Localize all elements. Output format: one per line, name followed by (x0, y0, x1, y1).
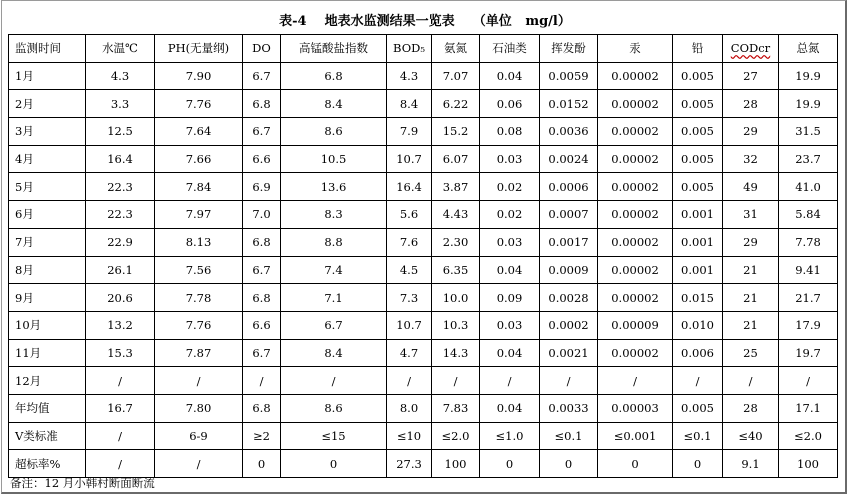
table-cell: 0.00002 (598, 145, 673, 173)
table-cell: / (281, 367, 387, 395)
table-cell: 7.6 (387, 228, 432, 256)
table-cell: 0.0006 (540, 173, 598, 201)
table-cell: 12.5 (86, 118, 155, 146)
table-cell: 16.4 (86, 145, 155, 173)
table-cell: 0.0152 (540, 90, 598, 118)
column-header: BOD₅ (387, 35, 432, 63)
table-cell: 6.7 (243, 256, 281, 284)
table-cell: 6.8 (243, 90, 281, 118)
table-cell: 0.02 (480, 201, 540, 229)
table-cell: ≤0.1 (673, 422, 723, 450)
table-cell: 6.7 (281, 311, 387, 339)
table-cell: 0.06 (480, 90, 540, 118)
table-cell: 8.0 (387, 394, 432, 422)
table-cell: 0.0024 (540, 145, 598, 173)
table-cell: 0.00002 (598, 284, 673, 312)
column-header: 总氮 (779, 35, 838, 63)
table-cell: 0.00002 (598, 201, 673, 229)
column-header: PH(无量纲) (155, 35, 243, 63)
table-cell: 7.97 (155, 201, 243, 229)
table-cell: 0.0028 (540, 284, 598, 312)
table-cell: 8.4 (281, 339, 387, 367)
column-header: 高锰酸盐指数 (281, 35, 387, 63)
table-cell: 0.0033 (540, 394, 598, 422)
row-label: 6月 (9, 201, 86, 229)
table-cell: / (155, 450, 243, 478)
table-cell: 7.9 (387, 118, 432, 146)
row-label: 8月 (9, 256, 86, 284)
table-cell: 25 (723, 339, 779, 367)
table-cell: 6.07 (432, 145, 480, 173)
table-cell: 9.1 (723, 450, 779, 478)
table-cell: 27 (723, 62, 779, 90)
table-cell: 8.4 (281, 90, 387, 118)
table-cell: 6.8 (243, 394, 281, 422)
table-cell: 0.015 (673, 284, 723, 312)
table-cell: 23.7 (779, 145, 838, 173)
table-cell: ≤1.0 (480, 422, 540, 450)
table-cell: / (243, 367, 281, 395)
table-cell: 21 (723, 311, 779, 339)
table-cell: 15.3 (86, 339, 155, 367)
table-cell: 0.09 (480, 284, 540, 312)
table-cell: 0.005 (673, 62, 723, 90)
table-cell: 16.7 (86, 394, 155, 422)
row-label: 5月 (9, 173, 86, 201)
table-cell: 7.80 (155, 394, 243, 422)
table-cell: ≤15 (281, 422, 387, 450)
table-row (9, 118, 838, 146)
table-cell: / (387, 367, 432, 395)
row-label: Ⅴ类标准 (9, 422, 86, 450)
table-cell: 3.3 (86, 90, 155, 118)
table-cell: 0 (243, 450, 281, 478)
table-cell: 0.005 (673, 173, 723, 201)
row-label: 超标率% (9, 450, 86, 478)
row-label: 3月 (9, 118, 86, 146)
table-cell: 28 (723, 394, 779, 422)
row-label: 7月 (9, 228, 86, 256)
row-label: 9月 (9, 284, 86, 312)
table-cell: 17.9 (779, 311, 838, 339)
table-cell: 7.76 (155, 90, 243, 118)
table-cell: 6.8 (243, 228, 281, 256)
monitoring-results-table (8, 34, 838, 478)
table-cell: 19.9 (779, 62, 838, 90)
row-label: 2月 (9, 90, 86, 118)
table-cell: 0.04 (480, 62, 540, 90)
table-row (9, 394, 838, 422)
table-cell: ≤2.0 (779, 422, 838, 450)
table-row (9, 145, 838, 173)
table-cell: 0.0036 (540, 118, 598, 146)
table-cell: 0 (673, 450, 723, 478)
table-cell: 0.00002 (598, 173, 673, 201)
table-cell: 5.6 (387, 201, 432, 229)
table-cell: 0.001 (673, 256, 723, 284)
table-cell: 6.6 (243, 311, 281, 339)
row-label: 1月 (9, 62, 86, 90)
table-cell: 49 (723, 173, 779, 201)
column-header: 挥发酚 (540, 35, 598, 63)
table-cell: 0.0007 (540, 201, 598, 229)
table-cell: 2.30 (432, 228, 480, 256)
table-cell: 8.8 (281, 228, 387, 256)
table-cell: 6.8 (281, 62, 387, 90)
table-cell: 41.0 (779, 173, 838, 201)
table-cell: 0.005 (673, 118, 723, 146)
table-cell: 0.00009 (598, 311, 673, 339)
table-cell: 28 (723, 90, 779, 118)
column-header: 水温℃ (86, 35, 155, 63)
table-cell: 0.00003 (598, 394, 673, 422)
table-cell: ≥2 (243, 422, 281, 450)
table-cell: 0.04 (480, 256, 540, 284)
table-cell: 27.3 (387, 450, 432, 478)
table-cell: 21.7 (779, 284, 838, 312)
table-cell: 7.84 (155, 173, 243, 201)
table-cell: 0.010 (673, 311, 723, 339)
table-cell: 5.84 (779, 201, 838, 229)
table-cell: 0.03 (480, 145, 540, 173)
table-cell: 0.03 (480, 311, 540, 339)
table-cell: ≤10 (387, 422, 432, 450)
table-cell: 10.7 (387, 311, 432, 339)
table-cell: 26.1 (86, 256, 155, 284)
column-header: 石油类 (480, 35, 540, 63)
table-cell: / (779, 367, 838, 395)
table-cell: 7.76 (155, 311, 243, 339)
table-cell: 6.9 (243, 173, 281, 201)
table-cell: / (432, 367, 480, 395)
table-cell: / (86, 450, 155, 478)
table-cell: 31.5 (779, 118, 838, 146)
table-cell: 6.22 (432, 90, 480, 118)
table-cell: 0.0002 (540, 311, 598, 339)
table-cell: 4.7 (387, 339, 432, 367)
table-cell: 10.7 (387, 145, 432, 173)
table-cell: 7.1 (281, 284, 387, 312)
table-cell: 7.4 (281, 256, 387, 284)
table-row (9, 201, 838, 229)
table-cell: 0 (540, 450, 598, 478)
table-cell: 6.7 (243, 62, 281, 90)
table-cell: ≤40 (723, 422, 779, 450)
table-cell: / (86, 367, 155, 395)
table-cell: / (86, 422, 155, 450)
table-cell: 4.3 (387, 62, 432, 90)
table-row (9, 339, 838, 367)
table-row (9, 90, 838, 118)
table-cell: 21 (723, 256, 779, 284)
table-cell: 0.0009 (540, 256, 598, 284)
table-cell: 4.5 (387, 256, 432, 284)
table-cell: 16.4 (387, 173, 432, 201)
table-cell: 7.66 (155, 145, 243, 173)
footnote: 备注：12 月小韩村断面断流 (10, 476, 155, 490)
table-cell: 22.3 (86, 173, 155, 201)
table-cell: 7.83 (432, 394, 480, 422)
table-cell: 10.0 (432, 284, 480, 312)
column-header: DO (243, 35, 281, 63)
table-cell: 0.006 (673, 339, 723, 367)
table-cell: 10.5 (281, 145, 387, 173)
table-cell: 22.3 (86, 201, 155, 229)
table-cell: 6.6 (243, 145, 281, 173)
table-cell: 4.3 (86, 62, 155, 90)
table-cell: 6.35 (432, 256, 480, 284)
table-cell: 14.3 (432, 339, 480, 367)
table-title: 表-4 地表水监测结果一览表 （单位 mg/l） (279, 14, 571, 29)
table-cell: 7.87 (155, 339, 243, 367)
table-cell: 8.4 (387, 90, 432, 118)
table-cell: 7.78 (155, 284, 243, 312)
table-cell: 29 (723, 118, 779, 146)
table-cell: 17.1 (779, 394, 838, 422)
table-cell: 29 (723, 228, 779, 256)
table-cell: 8.6 (281, 394, 387, 422)
table-cell: 3.87 (432, 173, 480, 201)
table-cell: 8.6 (281, 118, 387, 146)
table-cell: 0.00002 (598, 90, 673, 118)
table-cell: / (673, 367, 723, 395)
table-cell: ≤0.001 (598, 422, 673, 450)
table-cell: 0.02 (480, 173, 540, 201)
table-cell: 0.0017 (540, 228, 598, 256)
table-cell: 0.00002 (598, 118, 673, 146)
table-cell: 0 (598, 450, 673, 478)
table-cell: 10.3 (432, 311, 480, 339)
table-cell: 7.3 (387, 284, 432, 312)
table-row (9, 256, 838, 284)
table-row (9, 173, 838, 201)
table-cell: 7.64 (155, 118, 243, 146)
table-row (9, 422, 838, 450)
table-cell: 13.2 (86, 311, 155, 339)
table-cell: 19.7 (779, 339, 838, 367)
table-cell: 0.00002 (598, 339, 673, 367)
table-cell: 0.00002 (598, 228, 673, 256)
table-cell: 0.04 (480, 339, 540, 367)
column-header: 汞 (598, 35, 673, 63)
table-cell: 15.2 (432, 118, 480, 146)
row-label: 年均值 (9, 394, 86, 422)
table-cell: 32 (723, 145, 779, 173)
table-cell: 0.005 (673, 145, 723, 173)
table-cell: 0.03 (480, 228, 540, 256)
table-cell: 31 (723, 201, 779, 229)
table-cell: 6.7 (243, 118, 281, 146)
table-cell: 0.001 (673, 201, 723, 229)
table-cell: 0.04 (480, 394, 540, 422)
table-cell: 7.90 (155, 62, 243, 90)
table-cell: 6.8 (243, 284, 281, 312)
row-label: 4月 (9, 145, 86, 173)
table-cell: 0.005 (673, 90, 723, 118)
table-row (9, 228, 838, 256)
table-cell: 0 (480, 450, 540, 478)
table-cell: 13.6 (281, 173, 387, 201)
table-cell: 0.0021 (540, 339, 598, 367)
column-header: 监测时间 (9, 35, 86, 63)
table-cell: / (540, 367, 598, 395)
table-cell: 7.78 (779, 228, 838, 256)
table-cell: 7.07 (432, 62, 480, 90)
table-cell: 4.43 (432, 201, 480, 229)
table-cell: 21 (723, 284, 779, 312)
table-cell: 0.005 (673, 394, 723, 422)
table-cell: 0.0059 (540, 62, 598, 90)
table-cell: 0.00002 (598, 62, 673, 90)
table-row (9, 367, 838, 395)
column-header: CODcr (723, 35, 779, 63)
table-row (9, 450, 838, 478)
table-cell: 7.56 (155, 256, 243, 284)
table-cell: 8.3 (281, 201, 387, 229)
table-cell: 6.7 (243, 339, 281, 367)
row-label: 11月 (9, 339, 86, 367)
table-cell: ≤0.1 (540, 422, 598, 450)
table-cell: / (155, 367, 243, 395)
row-label: 12月 (9, 367, 86, 395)
table-cell: 100 (779, 450, 838, 478)
table-cell: 22.9 (86, 228, 155, 256)
column-header: 氨氮 (432, 35, 480, 63)
table-cell: 7.0 (243, 201, 281, 229)
row-label: 10月 (9, 311, 86, 339)
table-cell: 100 (432, 450, 480, 478)
table-cell: / (598, 367, 673, 395)
table-cell: 19.9 (779, 90, 838, 118)
table-cell: 0.08 (480, 118, 540, 146)
table-cell: 0.001 (673, 228, 723, 256)
table-cell: 20.6 (86, 284, 155, 312)
table-cell: / (723, 367, 779, 395)
table-cell: ≤2.0 (432, 422, 480, 450)
table-row (9, 311, 838, 339)
table-row (9, 284, 838, 312)
header-row (9, 35, 838, 63)
table-cell: 9.41 (779, 256, 838, 284)
column-header: 铅 (673, 35, 723, 63)
table-cell: 6-9 (155, 422, 243, 450)
table-cell: 0 (281, 450, 387, 478)
table-cell: / (480, 367, 540, 395)
table-cell: 8.13 (155, 228, 243, 256)
table-cell: 0.00002 (598, 256, 673, 284)
table-row (9, 62, 838, 90)
